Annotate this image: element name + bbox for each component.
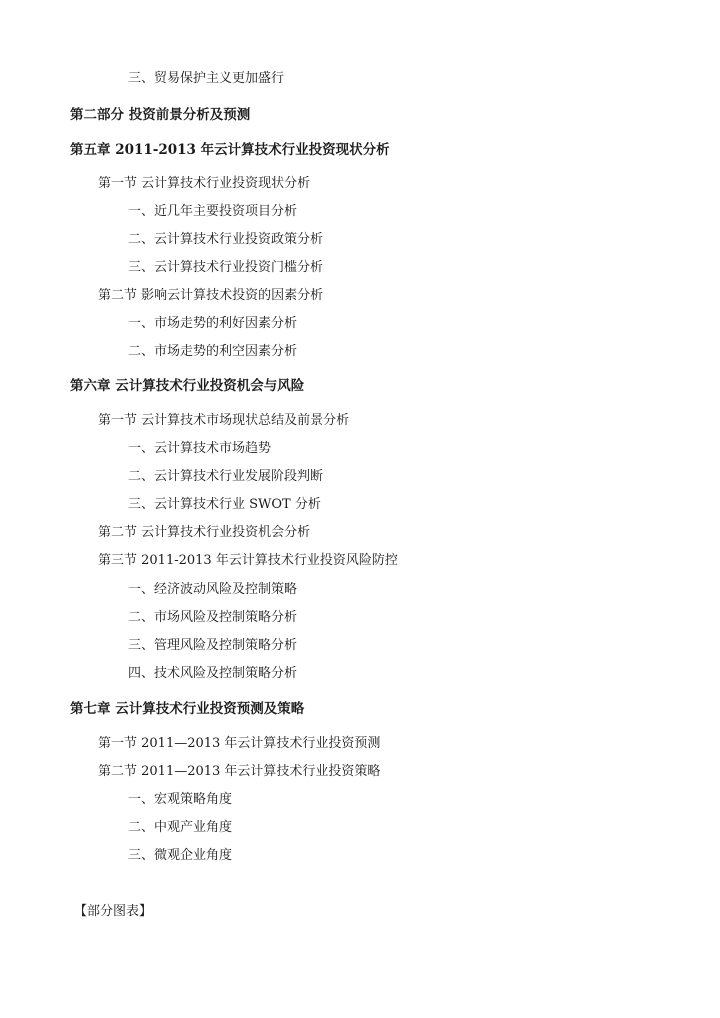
toc-item: 三、管理风险及控制策略分析 bbox=[128, 638, 298, 653]
toc-item: 二、云计算技术行业发展阶段判断 bbox=[128, 469, 324, 484]
toc-section: 第一节 2011—2013 年云计算技术行业投资预测 bbox=[98, 736, 381, 751]
toc-item: 三、云计算技术行业投资门槛分析 bbox=[128, 260, 324, 275]
toc-item: 三、微观企业角度 bbox=[128, 848, 233, 863]
toc-item: 二、市场走势的利空因素分析 bbox=[128, 344, 298, 359]
toc-item: 一、宏观策略角度 bbox=[128, 792, 233, 807]
figures-heading: 【部分图表】 bbox=[74, 904, 153, 919]
toc-chapter-heading: 第六章 云计算技术行业投资机会与风险 bbox=[70, 378, 305, 394]
toc-item: 一、云计算技术市场趋势 bbox=[128, 441, 272, 456]
toc-section: 第二节 2011—2013 年云计算技术行业投资策略 bbox=[98, 764, 381, 779]
toc-item: 一、经济波动风险及控制策略 bbox=[128, 582, 298, 597]
toc-section: 第二节 云计算技术行业投资机会分析 bbox=[98, 525, 311, 540]
toc-section: 第一节 云计算技术市场现状总结及前景分析 bbox=[98, 413, 350, 428]
toc-item: 一、近几年主要投资项目分析 bbox=[128, 204, 298, 219]
toc-item: 二、云计算技术行业投资政策分析 bbox=[128, 232, 324, 247]
toc-item: 一、市场走势的利好因素分析 bbox=[128, 316, 298, 331]
toc-item: 二、市场风险及控制策略分析 bbox=[128, 610, 298, 625]
toc-item: 三、贸易保护主义更加盛行 bbox=[128, 71, 285, 86]
toc-part-heading: 第二部分 投资前景分析及预测 bbox=[70, 107, 251, 123]
toc-chapter-heading: 第七章 云计算技术行业投资预测及策略 bbox=[70, 701, 305, 717]
toc-item: 三、云计算技术行业 SWOT 分析 bbox=[128, 497, 321, 512]
toc-section: 第一节 云计算技术行业投资现状分析 bbox=[98, 176, 311, 191]
toc-chapter-heading: 第五章 2011-2013 年云计算技术行业投资现状分析 bbox=[70, 142, 390, 158]
toc-section: 第二节 影响云计算技术投资的因素分析 bbox=[98, 288, 324, 303]
toc-section: 第三节 2011-2013 年云计算技术行业投资风险防控 bbox=[98, 553, 398, 568]
toc-item: 四、技术风险及控制策略分析 bbox=[128, 666, 298, 681]
toc-item: 二、中观产业角度 bbox=[128, 820, 233, 835]
